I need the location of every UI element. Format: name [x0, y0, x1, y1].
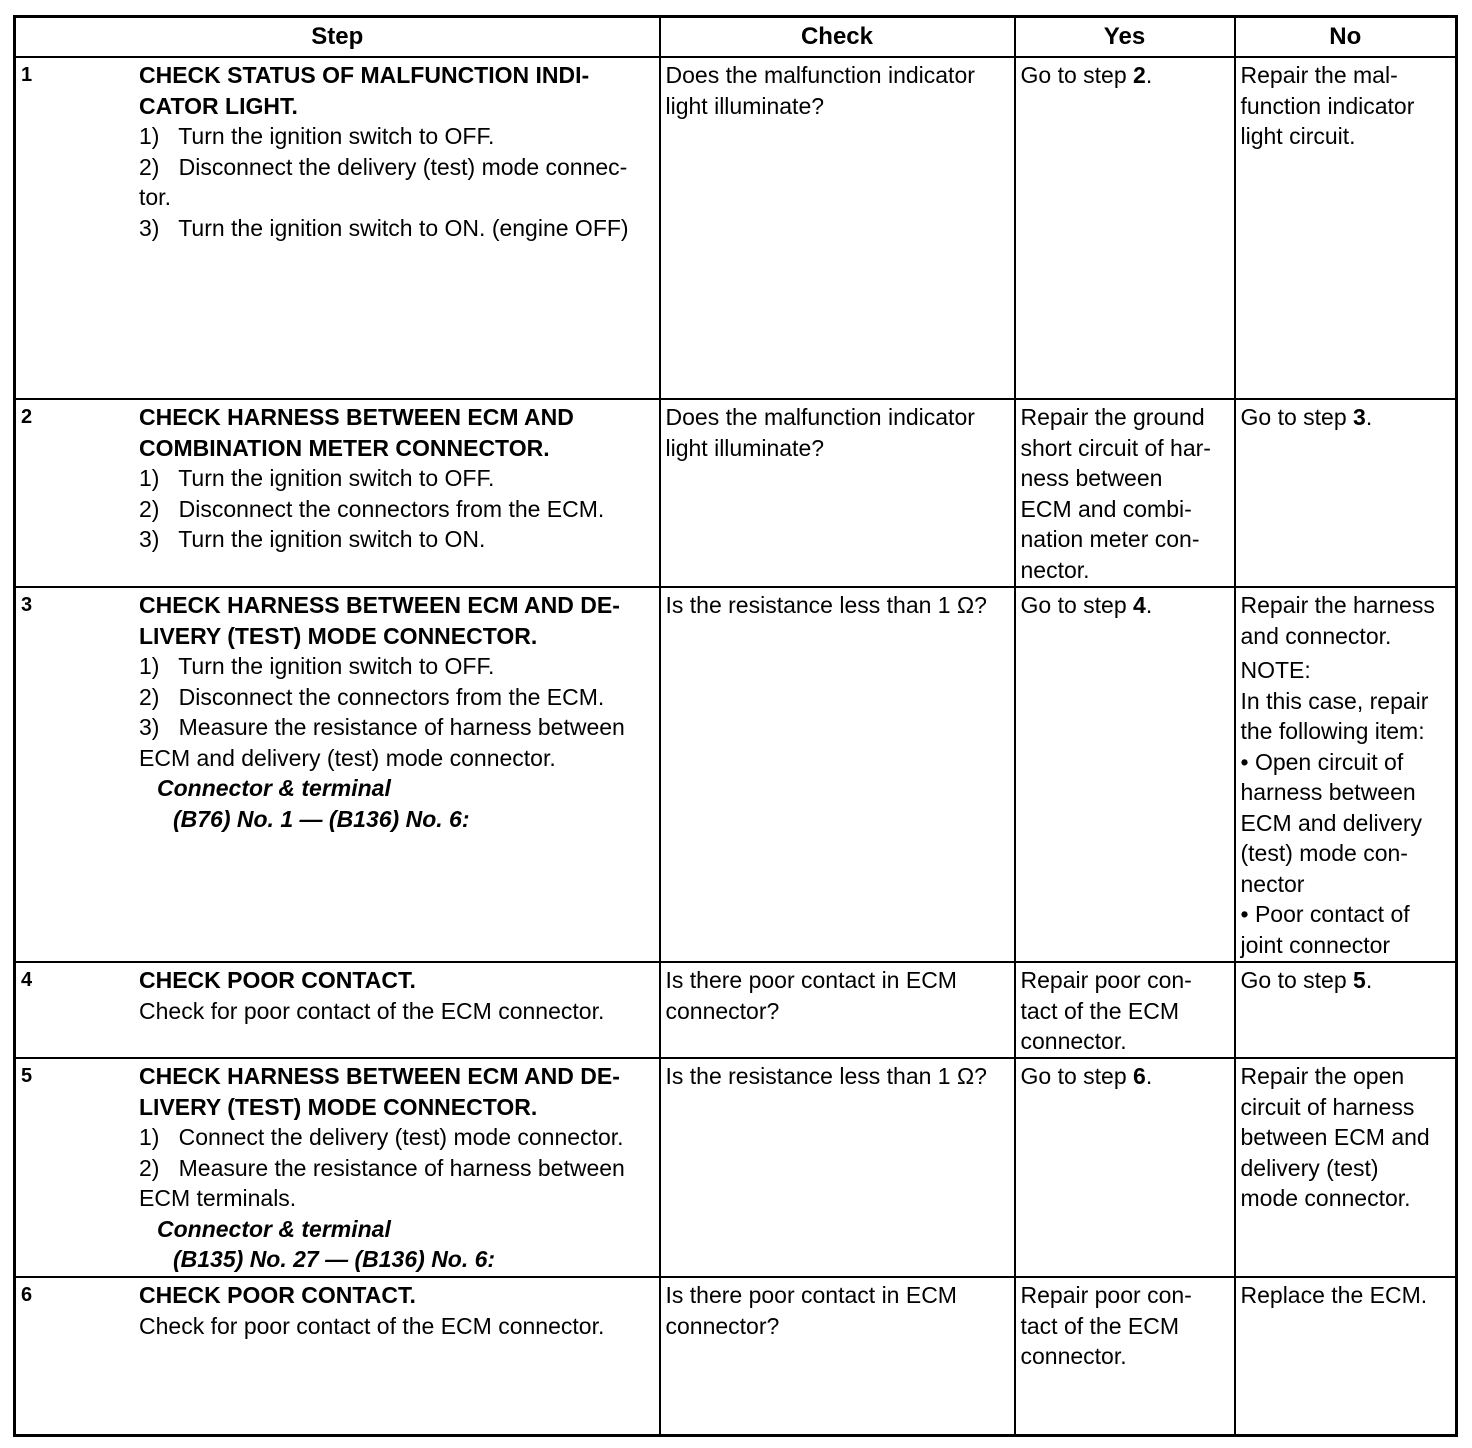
yes-punct: .: [1145, 592, 1153, 618]
header-row: [15, 17, 1457, 58]
step-instruction: 2) Disconnect the delivery (test) mode connec- tor.: [139, 153, 628, 210]
step-number: 1: [21, 64, 33, 86]
step-title: CHECK STATUS OF MALFUNCTION INDI- CATOR LIGHT.: [139, 62, 590, 119]
no-punct: .: [1365, 967, 1373, 993]
no-text: Go to step: [1240, 967, 1354, 993]
check-cell: Is the resistance less than 1 Ω?: [665, 1063, 987, 1089]
yes-cell: Repair poor con- tact of the ECM connector.: [1020, 1282, 1192, 1369]
diagnostic-table: [13, 15, 1458, 1437]
note-label: NOTE:: [1240, 657, 1311, 683]
step-number: 4: [21, 969, 33, 991]
no-punct: .: [1365, 404, 1373, 430]
step-cell: [16, 1059, 659, 1275]
connector-terminal: (B135) No. 27 — (B136) No. 6:: [173, 1246, 496, 1272]
yes-cell: [1016, 588, 1234, 621]
step-title: CHECK POOR CONTACT.: [139, 967, 416, 993]
check-cell: Does the malfunction indicator light illuminate?: [665, 404, 975, 461]
yes-cell: [1016, 58, 1234, 91]
no-cell: [1236, 963, 1456, 996]
step-instruction: 1) Turn the ignition switch to OFF.: [139, 653, 495, 679]
step-link: 6: [1133, 1063, 1146, 1089]
step-title: CHECK HARNESS BETWEEN ECM AND DE- LIVERY (TEST) MODE CONNECTOR.: [139, 592, 620, 649]
step-number: 3: [21, 594, 33, 616]
check-cell: Does the malfunction indicator light illuminate?: [665, 62, 975, 119]
step-instruction: 3) Measure the resistance of harness between ECM and delivery (test) mode connector.: [139, 714, 625, 771]
table-row: [15, 57, 1457, 399]
step-number: 2: [21, 406, 33, 428]
yes-cell: Repair the ground short circuit of har- ness between ECM and combi- nation meter con- nector.: [1020, 404, 1211, 583]
check-cell: Is there poor contact in ECM connector?: [665, 1282, 957, 1339]
connector-terminal: (B76) No. 1 — (B136) No. 6:: [173, 805, 470, 832]
no-cell: [1236, 400, 1456, 433]
yes-punct: .: [1145, 1063, 1153, 1089]
header-yes: Yes: [1015, 17, 1235, 58]
step-instruction: 2) Disconnect the connectors from the ECM.: [139, 683, 605, 710]
step-title: CHECK HARNESS BETWEEN ECM AND COMBINATION METER CONNECTOR.: [139, 404, 574, 461]
note-item: • Open circuit of harness between ECM and delivery (test) mode con- nector: [1240, 748, 1423, 897]
table-row: [15, 1058, 1457, 1277]
no-cell: Replace the ECM.: [1240, 1282, 1428, 1308]
step-number: 6: [21, 1284, 33, 1306]
step-number: 5: [21, 1065, 33, 1087]
step-link: 3: [1353, 404, 1366, 430]
step-instruction: 2) Disconnect the connectors from the ECM.: [139, 495, 605, 522]
step-link: 5: [1353, 967, 1366, 993]
step-instruction: 3) Turn the ignition switch to ON. (engine OFF): [139, 214, 629, 241]
step-link: 4: [1133, 592, 1146, 618]
yes-cell: [1016, 1059, 1234, 1092]
step-link: 2: [1133, 62, 1146, 88]
no-cell: [1236, 588, 1456, 960]
step-cell: [16, 1278, 659, 1341]
table-row: [15, 962, 1457, 1058]
note-item: • Poor contact of joint connector: [1240, 901, 1410, 958]
check-cell: Is there poor contact in ECM connector?: [665, 967, 957, 1024]
step-instruction: 2) Measure the resistance of harness between ECM terminals.: [139, 1154, 625, 1211]
connector-label: Connector & terminal: [157, 1215, 391, 1242]
step-instruction: 3) Turn the ignition switch to ON.: [139, 526, 486, 552]
no-cell: Repair the open circuit of harness between ECM and delivery (test) mode connector.: [1240, 1063, 1430, 1211]
step-cell: [16, 400, 659, 555]
step-title: CHECK POOR CONTACT.: [139, 1282, 416, 1308]
step-instruction: Check for poor contact of the ECM connector.: [139, 997, 605, 1024]
header-no: No: [1235, 17, 1457, 58]
table-row: [15, 587, 1457, 962]
yes-text: Go to step: [1020, 62, 1134, 88]
yes-cell: Repair poor con- tact of the ECM connector.: [1020, 967, 1192, 1054]
yes-text: Go to step: [1020, 592, 1134, 618]
yes-text: Go to step: [1020, 1063, 1134, 1089]
step-cell: [16, 588, 659, 834]
check-cell: Is the resistance less than 1 Ω?: [665, 592, 987, 618]
no-cell: Repair the mal- function indicator light circuit.: [1240, 62, 1415, 149]
yes-punct: .: [1145, 62, 1153, 88]
connector-label: Connector & terminal: [157, 775, 391, 801]
step-instruction: 1) Turn the ignition switch to OFF.: [139, 123, 495, 149]
note-intro: In this case, repair the following item:: [1240, 687, 1429, 744]
step-instruction: 1) Turn the ignition switch to OFF.: [139, 465, 495, 491]
step-cell: [16, 58, 659, 243]
no-text: Repair the harness and connector.: [1240, 592, 1435, 649]
header-check: Check: [660, 17, 1015, 58]
no-text: Go to step: [1240, 404, 1354, 430]
step-title: CHECK HARNESS BETWEEN ECM AND DE- LIVERY (TEST) MODE CONNECTOR.: [139, 1063, 620, 1120]
table-row: [15, 399, 1457, 587]
table-row: [15, 1277, 1457, 1435]
step-instruction: 1) Connect the delivery (test) mode connector.: [139, 1124, 624, 1150]
step-cell: [16, 963, 659, 1026]
step-instruction: Check for poor contact of the ECM connector.: [139, 1312, 605, 1339]
header-step: Step: [15, 17, 660, 58]
